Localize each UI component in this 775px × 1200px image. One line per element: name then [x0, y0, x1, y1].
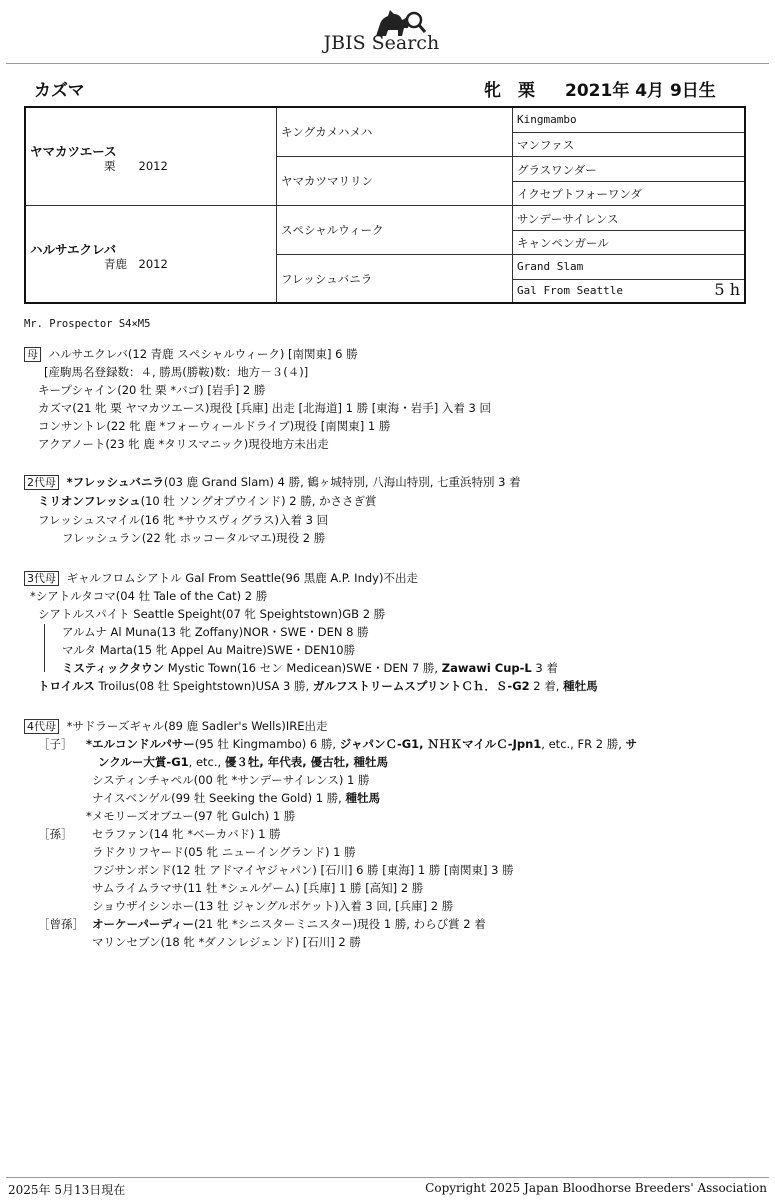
race-title: ジャパンＣ-G1, ＮＨＫマイルＣ-Jpn1 [339, 737, 542, 751]
entry-detail[interactable]: ナイスベンゲル(99 牡 Seeking the Gold) 1 勝, [92, 791, 346, 805]
offspring-label: ［子］ [38, 737, 73, 751]
offspring-entry[interactable]: キープシャイン(20 牡 栗 *バゴ) [岩手] 2 勝 [38, 383, 266, 397]
great-grandparent-cell[interactable] [513, 108, 744, 133]
great-grandchild-entry [92, 916, 486, 932]
grandchild-entry[interactable]: サムライムラマサ(11 牡 *シェルゲーム) [兵庫] 1 勝 [高知] 2 勝 [92, 881, 424, 895]
horse-link[interactable]: *エルコンドルパサー [86, 737, 195, 751]
stallion-badge: 種牡馬 [563, 679, 598, 693]
section-tag: 3代母 [24, 571, 59, 586]
entry-detail: 3 着 [531, 661, 558, 675]
entry-detail: , etc., [188, 755, 225, 769]
horse-link[interactable]: ミリオンフレッシュ [38, 494, 141, 508]
offspring-entry[interactable]: システィンチャペル(00 牝 *サンデーサイレンス) 1 勝 [92, 773, 370, 787]
horse-link[interactable]: *フレッシュバニラ [66, 475, 164, 489]
great-grandchild-label: ［曾孫］ [38, 917, 84, 931]
footer-rule [6, 1177, 769, 1178]
grandparent-cell[interactable] [277, 157, 513, 206]
award-list: 優３牡, 年代表, 優古牡, 種牡馬 [224, 755, 388, 769]
entry-detail: , etc., FR 2 勝, [541, 737, 626, 751]
pedigree-great-grandparents-column [512, 108, 744, 302]
sire-name[interactable]: ヤマカツエース [30, 144, 117, 159]
grandchild-entry[interactable]: セラファン(14 牝 *ベーカバド) 1 勝 [92, 827, 281, 841]
sire-cell[interactable] [26, 108, 276, 206]
offspring-entry[interactable]: *シアトルタコマ(04 牡 Tale of the Cat) 2 勝 [30, 589, 268, 603]
offspring-entry[interactable]: *メモリーズオブユー(97 牝 Gulch) 1 勝 [86, 809, 296, 823]
great-grandparent-cell[interactable] [513, 182, 744, 206]
offspring-entry[interactable]: カズマ(21 牝 栗 ヤマカツエース)現役 [兵庫] 出走 [北海道] 1 勝 [東海・岩手] 入着 3 回 [38, 401, 491, 415]
header-rule [6, 63, 769, 64]
entry-detail: Troilus(08 牡 Speightstown)USA 3 勝, [94, 679, 313, 693]
horse-link[interactable]: ミスティックタウン [62, 661, 165, 675]
great-grandparent-name[interactable]: サンデーサイレンス [517, 212, 619, 226]
horse-birthdate: 2021年 4月 9日生 [565, 81, 716, 101]
great-grandparent-name[interactable]: Grand Slam [517, 260, 584, 273]
great-grandparent-cell[interactable] [513, 157, 744, 182]
section-tag: 母 [24, 347, 41, 362]
entry-detail: (95 牡 Kingmambo) 6 勝, [194, 737, 340, 751]
grandparent-name[interactable]: キングカメハメハ [281, 125, 373, 139]
offspring-entry[interactable]: フレッシュラン(22 牝 ホッコータルマエ)現役 2 勝 [62, 531, 326, 545]
great-grandparent-name[interactable]: Gal From Seattle [517, 284, 623, 297]
fourth-dam-line [24, 718, 328, 734]
footer-copyright: Copyright 2025 Japan Bloodhorse Breeders' Association [425, 1181, 767, 1195]
great-grandparent-cell[interactable] [513, 231, 744, 255]
sire-detail: 栗 2012 [104, 159, 168, 173]
race-title: サ [625, 737, 638, 751]
offspring-entry[interactable]: アルムナ Al Muna(13 牝 Zoffany)NOR・SWE・DEN 8 勝 [62, 625, 369, 639]
offspring-entry [86, 736, 637, 752]
great-grandparent-name[interactable]: グラスワンダー [517, 163, 597, 177]
offspring-entry[interactable]: マルタ Marta(15 牝 Appel Au Maitre)SWE・DEN10勝 [62, 643, 356, 657]
section-tag: 2代母 [24, 475, 59, 490]
dam-line [24, 346, 358, 362]
grandparent-cell[interactable] [277, 255, 513, 302]
third-dam-line [24, 570, 418, 586]
offspring-entry [38, 493, 377, 509]
great-grandparent-cell[interactable] [513, 280, 744, 302]
grandparent-name[interactable]: スペシャルウィーク [281, 223, 384, 237]
horse-link[interactable]: オーケーパーディー [92, 917, 195, 931]
dam-entry[interactable]: ハルサエクレバ(12 青鹿 スペシャルウィーク) [南関東] 6 勝 [48, 347, 358, 361]
dam-name[interactable]: ハルサエクレバ [30, 242, 117, 257]
entry-detail: (10 牡 ソングオブウインド) 2 勝, かささぎ賞 [140, 494, 377, 508]
horse-sex: 牝 [484, 81, 501, 101]
great-grandparent-name[interactable]: Kingmambo [517, 113, 577, 126]
grandchild-label: ［孫］ [38, 827, 73, 841]
offspring-entry[interactable]: コンサントレ(22 牝 鹿 *フォーウィールドライブ)現役 [南関東] 1 勝 [38, 419, 391, 433]
dam-detail: 青鹿 2012 [104, 257, 168, 271]
offspring-entry [38, 678, 598, 694]
great-grandparent-cell[interactable] [513, 133, 744, 157]
grandparent-cell[interactable] [277, 206, 513, 255]
great-grandchild-entry[interactable]: マリンセブン(18 牝 *ダノンレジェンド) [石川] 2 勝 [92, 935, 361, 949]
pedigree-table [24, 106, 746, 304]
grandparent-name[interactable]: フレッシュバニラ [281, 272, 373, 286]
logo-text: JBIS Search [323, 32, 440, 54]
great-grandparent-name[interactable]: マンファス [517, 138, 575, 152]
great-grandparent-name[interactable]: キャンペンガール [517, 236, 609, 250]
offspring-entry[interactable]: フレッシュスマイル(16 牝 *サウスヴィグラス)入着 3 回 [38, 513, 329, 527]
dam-cell[interactable] [26, 206, 276, 302]
great-grandparent-cell[interactable] [513, 206, 744, 231]
second-dam-line [24, 474, 521, 490]
grandparent-name[interactable]: ヤマカツマリリン [281, 174, 373, 188]
offspring-entry[interactable]: アクアノート(23 牝 鹿 *タリスマニック)現役地方未出走 [38, 437, 329, 451]
offspring-entry-continued [98, 754, 388, 770]
family-tree-line [44, 624, 45, 672]
inbreeding-note: Mr. Prospector S4×M5 [24, 318, 151, 330]
site-logo[interactable] [0, 6, 775, 60]
horse-link[interactable]: トロイルス [38, 679, 95, 693]
grandchild-entry[interactable]: フジサンボンド(12 牡 アドマイヤジャパン) [石川] 6 勝 [東海] 1 勝 [南関東] 3 勝 [92, 863, 514, 877]
dam-entry[interactable]: *サドラーズギャル(89 鹿 Sadler's Wells)IRE出走 [66, 719, 328, 733]
dam-entry[interactable]: ギャルフロムシアトル Gal From Seattle(96 黒鹿 A.P. Indy)不出走 [66, 571, 418, 585]
race-title: ガルフストリームスプリントＣｈ．Ｓ-G2 [312, 679, 530, 693]
offspring-entry[interactable]: シアトルスパイト Seattle Speight(07 牝 Speightstown)GB 2 勝 [38, 607, 386, 621]
horse-coat: 栗 [518, 81, 535, 101]
entry-detail: (03 鹿 Grand Slam) 4 勝, 鶴ヶ城特別, 八海山特別, 七重浜特別 3 着 [163, 475, 521, 489]
race-title: Zawawi Cup-L [441, 661, 532, 675]
pedigree-grandparents-column [276, 108, 513, 302]
offspring-entry [62, 660, 558, 676]
grandchild-entry[interactable]: ショウザイシンホー(13 牡 ジャングルポケット)入着 3 回, [兵庫] 2 勝 [92, 899, 454, 913]
grandchild-entry[interactable]: ラドクリフヤード(05 牝 ニューイングランド) 1 勝 [92, 845, 356, 859]
entry-detail: Mystic Town(16 セン Medicean)SWE・DEN 7 勝, [164, 661, 442, 675]
great-grandparent-name[interactable]: イクセプトフォーワンダ [517, 187, 642, 201]
horse-header [34, 76, 734, 102]
dam-stats: [産駒馬名登録数：４, 勝馬(勝鞍)数：地方－３(４)] [44, 365, 309, 379]
horse-name: カズマ [34, 81, 85, 101]
section-tag: 4代母 [24, 719, 59, 734]
stallion-badge: 種牡馬 [345, 791, 380, 805]
pedigree-parents-column [26, 108, 276, 302]
race-title: ンクルー大賞-G1 [98, 755, 189, 769]
entry-detail: 2 着, [529, 679, 564, 693]
great-grandparent-cell[interactable] [513, 255, 744, 280]
footer-date: 2025年 5月13日現在 [8, 1183, 126, 1197]
grandparent-cell[interactable] [277, 108, 513, 157]
entry-detail: (21 牝 *シニスターミニスター)現役 1 勝, わらび賞 2 着 [194, 917, 486, 931]
status-badge: 5 h [714, 280, 740, 299]
offspring-entry [92, 790, 380, 806]
